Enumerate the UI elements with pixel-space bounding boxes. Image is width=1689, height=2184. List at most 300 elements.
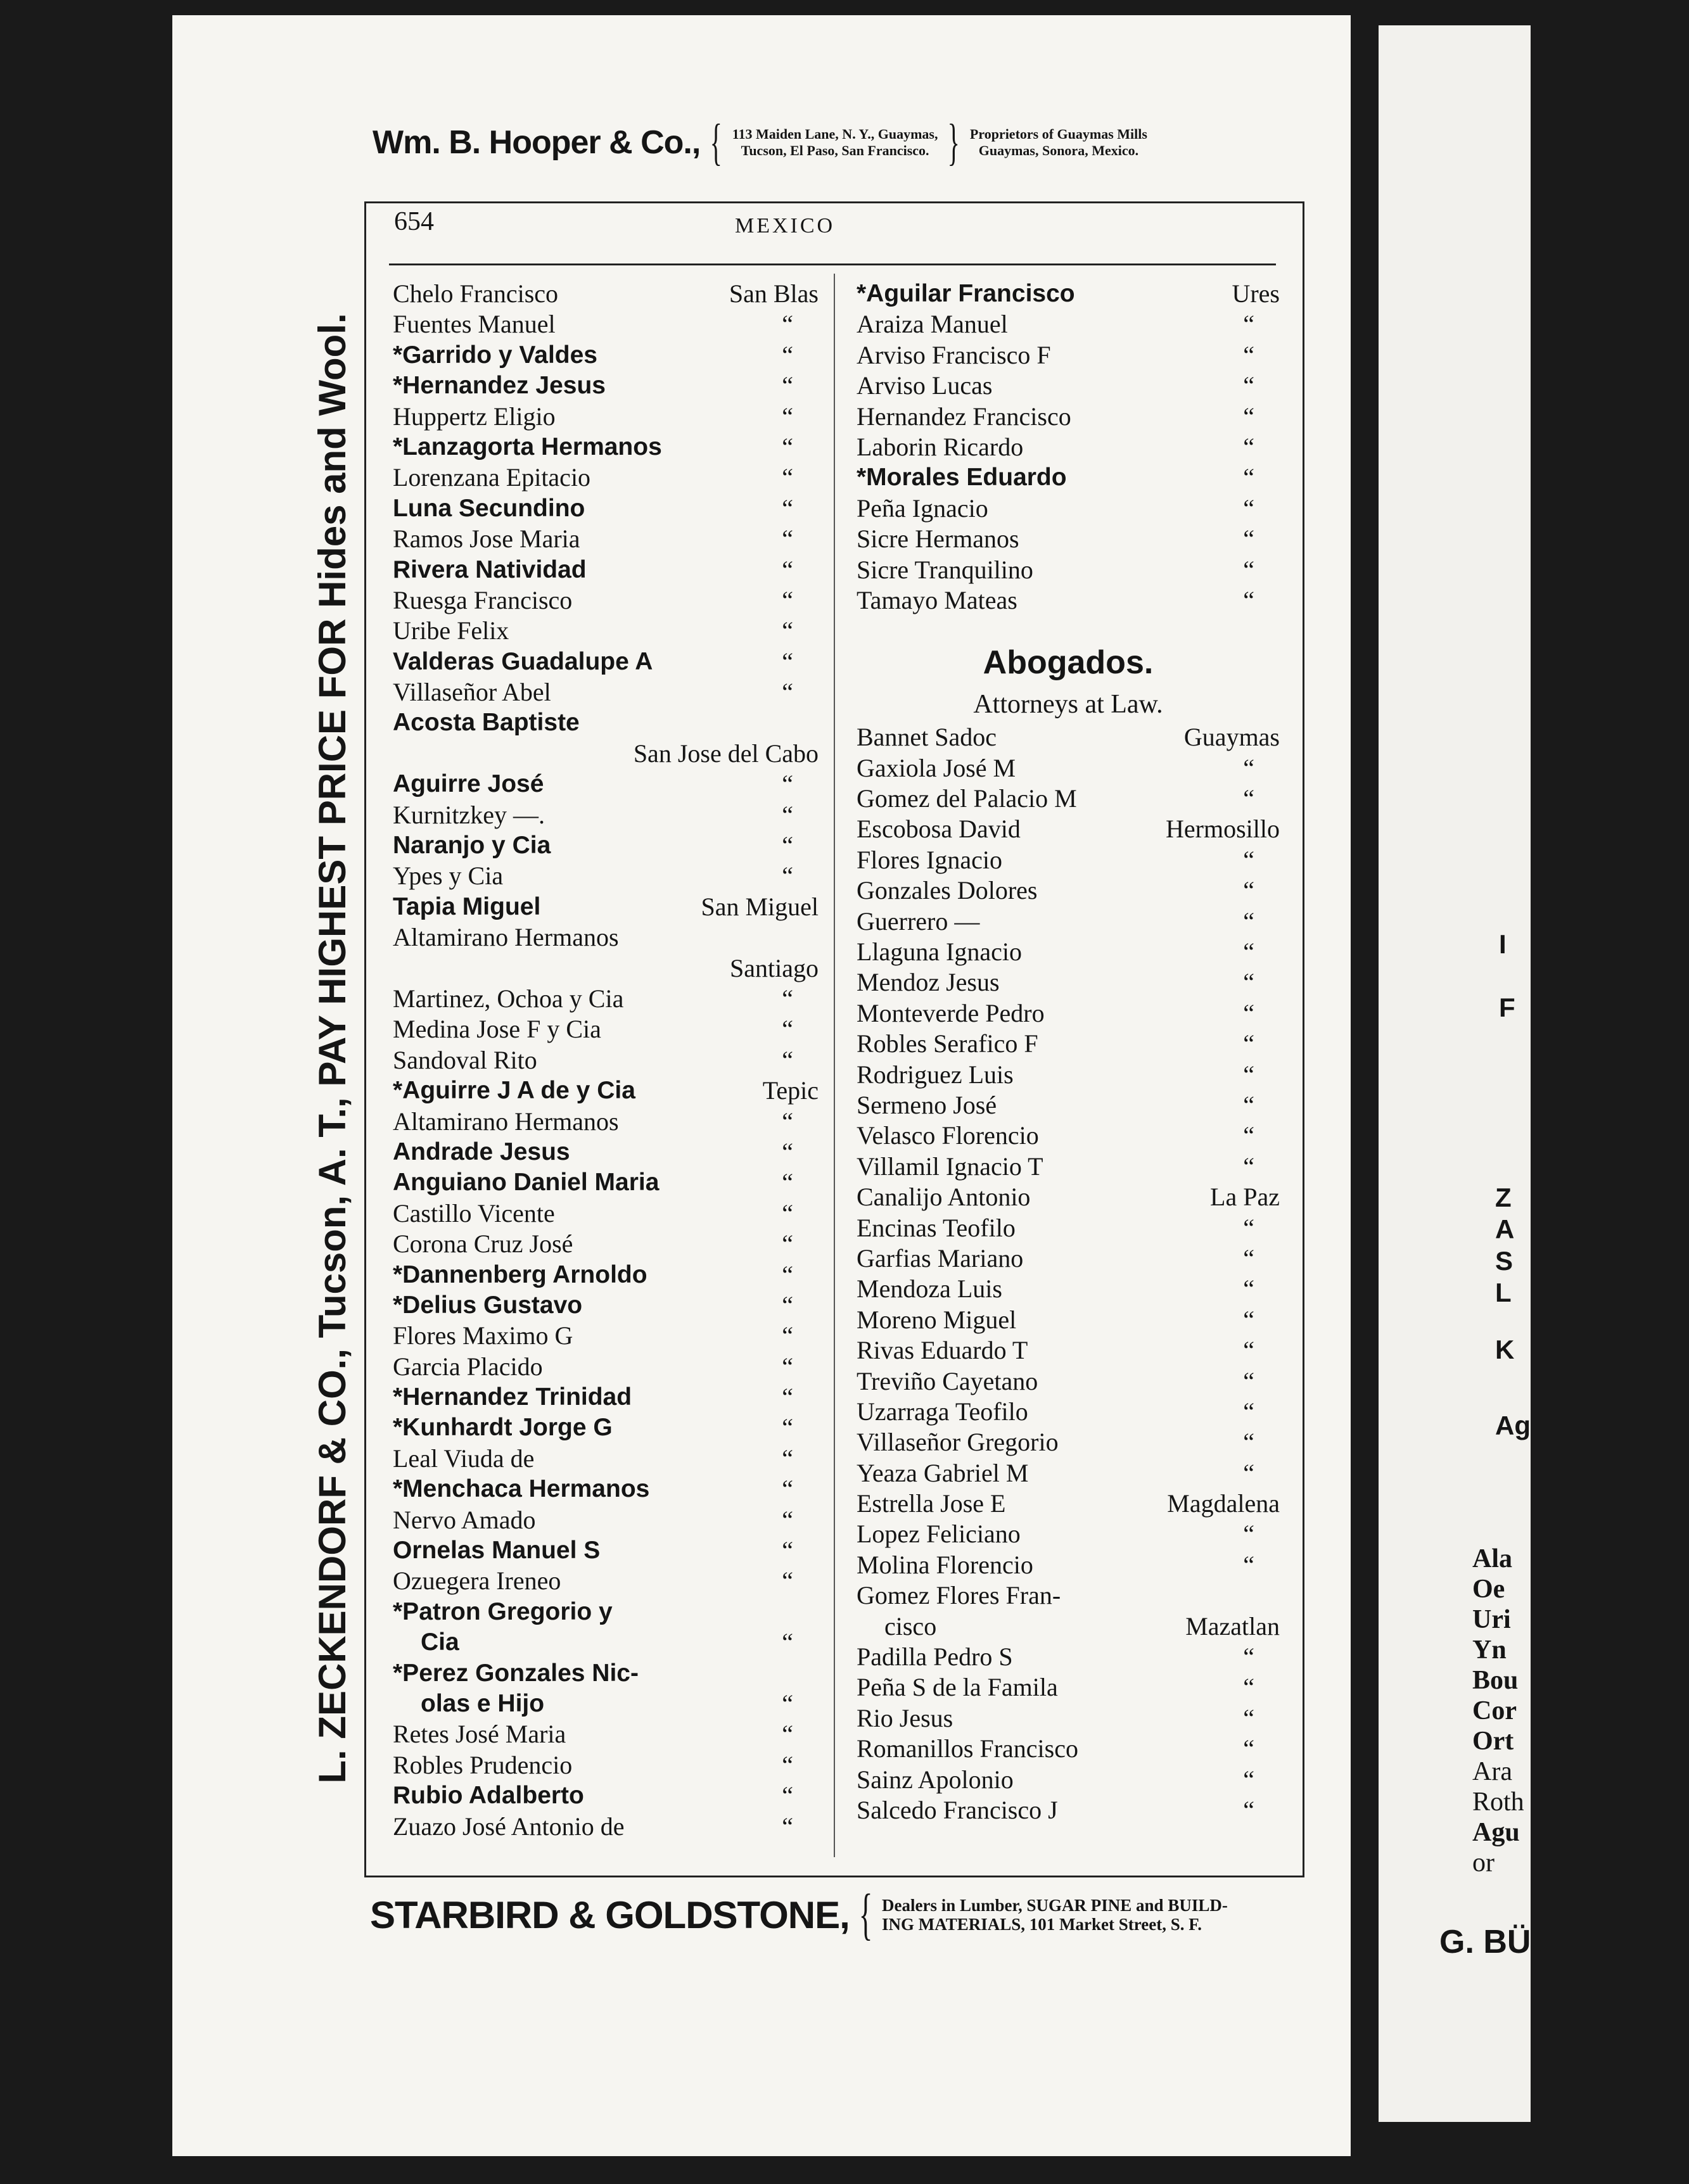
entry-name: Flores Maximo G [393,1321,573,1350]
directory-entry [857,845,1280,875]
entry-location: Santiago [730,953,819,982]
facing-page-fragment: A [1495,1214,1515,1244]
entry-location: “ [1243,1274,1254,1304]
entry-location: “ [782,1015,793,1044]
entry-name: Escobosa David [857,815,1021,844]
facing-page-fragment: Ort [1472,1727,1514,1756]
directory-entry [393,1566,819,1596]
directory-entry [857,1121,1280,1151]
entry-name: *Hernandez Trinidad [393,1383,632,1411]
entry-location: San Blas [729,279,819,308]
facing-page-fragment: Agu [1472,1818,1520,1847]
entry-location: “ [782,1321,793,1350]
entry-name: Canalijo Antonio [857,1183,1031,1212]
facing-page-fragment: F [1499,993,1515,1022]
facing-page-fragment: S [1495,1246,1514,1276]
entry-name: Huppertz Eligio [393,402,556,431]
directory-entry [857,1305,1280,1335]
facing-page-fragment: K [1495,1335,1515,1364]
directory-entry [857,309,1280,340]
entry-name: Rodriguez Luis [857,1060,1014,1089]
directory-entry [857,462,1280,493]
entry-name: Lorenzana Epitacio [393,463,591,492]
entry-name: Sandoval Rito [393,1045,537,1074]
entry-name: Zuazo José Antonio de [393,1812,625,1841]
entry-name: Ozuegera Ireneo [393,1566,561,1596]
entry-name: Martinez, Ochoa y Cia [393,984,624,1013]
entry-name: Garfias Mariano [857,1243,1024,1273]
directory-entry [393,1597,819,1627]
entry-location: “ [782,861,793,891]
entry-location: “ [782,555,793,584]
directory-entry [857,875,1280,906]
directory-entry [857,402,1280,432]
directory-entry [393,279,819,309]
entry-location: “ [1243,1458,1254,1487]
entry-name: Altamirano Hermanos [393,923,619,952]
entry-location: “ [1243,1734,1254,1763]
entry-name: Mendoz Jesus [857,968,1000,997]
entry-name: Peña S de la Famila [857,1673,1058,1702]
entry-location: “ [782,493,793,523]
directory-entry [857,814,1280,844]
directory-entry [393,371,819,401]
directory-entry [857,906,1280,937]
entry-location: “ [782,1812,793,1841]
entry-location: “ [1243,524,1254,554]
entry-location: “ [782,1566,793,1596]
entry-name: Lopez Feliciano [857,1520,1021,1549]
entry-location: Tepic [762,1076,819,1105]
entry-name: Treviño Cayetano [857,1366,1038,1395]
entry-location: “ [1243,1397,1254,1426]
entry-name: Robles Prudencio [393,1750,573,1779]
entry-location: Hermosillo [1166,815,1280,844]
directory-entry [857,1734,1280,1764]
entry-name: Cia [421,1628,459,1656]
facing-page-edge [1379,25,1531,2122]
entry-location: “ [782,770,793,799]
entry-name: Gomez Flores Fran- [857,1581,1061,1610]
entry-name: *Kunhardt Jorge G [393,1414,613,1442]
entry-location: “ [782,616,793,645]
entry-location: “ [1243,1090,1254,1119]
entry-location: “ [1243,1121,1254,1150]
directory-entry [857,1672,1280,1703]
directory-entry [393,1107,819,1137]
entry-name: *Garrido y Valdes [393,341,597,369]
entry-location: “ [782,1536,793,1565]
entry-location: “ [1243,1703,1254,1732]
entry-location: “ [782,1689,793,1718]
entry-location: San Jose del Cabo [633,739,819,768]
entry-name: Peña Ignacio [857,493,988,523]
directory-entry [857,1580,1280,1611]
directory-entry [393,340,819,371]
entry-name: Guerrero — [857,906,980,936]
entry-location: Mazatlan [1185,1611,1280,1641]
directory-entry [393,830,819,861]
bottom-ad-line: Dealers in Lumber, SUGAR PINE and BUILD- [882,1896,1228,1915]
entry-location: “ [782,678,793,707]
facing-page-fragment: Uri [1472,1605,1511,1634]
entry-name: Gonzales Dolores [857,876,1038,905]
directory-entry [393,1474,819,1504]
directory-entry [393,555,819,585]
entry-location: “ [782,1137,793,1166]
entry-name: Hernandez Francisco [857,402,1071,431]
entry-name: *Morales Eduardo [857,464,1067,492]
top-advertisement [373,114,1310,171]
bottom-ad-firm: STARBIRD & GOLDSTONE, [370,1893,850,1936]
entry-location: “ [1243,1673,1254,1702]
entry-name: *Aguilar Francisco [857,280,1075,307]
entry-location: “ [782,1260,793,1289]
entry-location: “ [1243,753,1254,782]
directory-entry [393,1505,819,1535]
entry-location: “ [1243,432,1254,461]
spacer [857,616,1280,638]
directory-entry [393,1352,819,1382]
entry-location: “ [1243,1213,1254,1242]
directory-entry [393,402,819,432]
entry-name: *Hernandez Jesus [393,372,606,400]
entry-name: Padilla Pedro S [857,1642,1013,1672]
entry-name: Sicre Tranquilino [857,555,1033,584]
directory-entry [393,524,819,554]
entry-name: Rivera Natividad [393,556,587,583]
entry-name: Acosta Baptiste [393,709,580,737]
directory-entry [393,493,819,524]
entry-name: Nervo Amado [393,1505,536,1534]
directory-entry [857,1213,1280,1243]
entry-name: Moreno Miguel [857,1305,1017,1334]
directory-entry [393,1689,819,1719]
entry-location: “ [1243,906,1254,936]
entry-name: *Menchaca Hermanos [393,1475,650,1503]
entry-location: “ [1243,1428,1254,1457]
entry-location: “ [782,1198,793,1228]
entry-location: “ [1243,1795,1254,1824]
entry-location: “ [1243,845,1254,874]
entry-location: “ [782,1383,793,1412]
directory-entry [393,1321,819,1351]
entry-location: “ [1243,1152,1254,1181]
bottom-ad-details [882,1896,1228,1934]
directory-entry [857,1397,1280,1427]
entry-name: Rubio Adalberto [393,1782,584,1810]
entry-location: “ [782,831,793,860]
facing-page-fragment: or [1472,1848,1495,1877]
entry-location: “ [782,1290,793,1319]
brace-glyph: { [858,1883,873,1946]
entry-location: “ [782,984,793,1013]
entry-location: La Paz [1210,1183,1280,1212]
directory-entry [393,708,819,738]
entry-name: Altamirano Hermanos [393,1107,619,1136]
entry-location: “ [1243,585,1254,614]
directory-entry [857,722,1280,752]
directory-entry [857,1642,1280,1672]
entry-name: Yeaza Gabriel M [857,1458,1029,1487]
entry-name: Sainz Apolonio [857,1765,1014,1794]
directory-entry [857,937,1280,967]
entry-location: “ [782,1045,793,1074]
directory-entry [857,279,1280,309]
entry-location: “ [1243,968,1254,997]
directory-entry [857,1550,1280,1580]
entry-name: Llaguna Ignacio [857,937,1022,967]
running-head: MEXICO [735,214,836,238]
entry-name: Tamayo Mateas [857,585,1017,614]
entry-name: Gomez del Palacio M [857,784,1077,813]
entry-location: “ [782,647,793,676]
directory-entry [393,861,819,891]
directory-entry [857,1182,1280,1212]
directory-entry [857,1765,1280,1795]
directory-entry [857,432,1280,462]
directory-entry [857,1060,1280,1090]
entry-location: “ [1243,1060,1254,1089]
entry-location: “ [782,340,793,369]
entry-location: “ [1243,1550,1254,1579]
directory-entry [857,585,1280,616]
directory-entry [393,1382,819,1413]
directory-entry [857,1029,1280,1059]
top-ad-proprietors [970,126,1147,159]
facing-page-fragment: I [1499,929,1507,959]
right-column [857,279,1280,1825]
entry-name: Anguiano Daniel Maria [393,1169,660,1197]
facing-page-fragment: Ara [1472,1757,1512,1786]
directory-entry [393,1781,819,1811]
entry-location: “ [782,1781,793,1810]
entry-location: “ [1243,876,1254,905]
directory-entry [857,1243,1280,1274]
entry-name: Rio Jesus [857,1703,953,1732]
entry-name: Encinas Teofilo [857,1213,1016,1242]
entry-name: Kurnitzkey —. [393,800,545,829]
directory-entry [393,984,819,1014]
directory-entry [393,1658,819,1689]
entry-location: “ [1243,1642,1254,1672]
entry-name: Romanillos Francisco [857,1734,1078,1763]
entry-location: “ [782,402,793,431]
entry-name: Monteverde Pedro [857,998,1045,1027]
entry-name: Villaseñor Gregorio [857,1428,1059,1457]
top-ad-address-line: Tucson, El Paso, San Francisco. [741,143,929,158]
directory-entry [393,1719,819,1749]
directory-entry [857,1489,1280,1519]
entry-location: “ [782,1107,793,1136]
directory-entry [393,616,819,646]
entry-location: “ [782,1413,793,1442]
entry-location: Guaymas [1183,723,1280,752]
entry-name: *Delius Gustavo [393,1291,583,1319]
entry-name: Flores Ignacio [857,845,1002,874]
directory-entry [857,1703,1280,1734]
entry-name: Velasco Florencio [857,1121,1039,1150]
facing-page-fragment: Z [1495,1183,1512,1212]
entry-location: “ [782,310,793,339]
entry-name: Gaxiola José M [857,753,1016,782]
directory-entry [393,1014,819,1044]
directory-entry [393,677,819,708]
directory-entry [857,784,1280,814]
top-ad-firm: Wm. B. Hooper & Co., [373,124,701,161]
entry-location: “ [1243,937,1254,967]
entry-name: Fuentes Manuel [393,310,556,339]
entry-location: “ [782,1475,793,1504]
entry-name: Bannet Sadoc [857,723,997,752]
top-ad-address [732,126,938,159]
entry-name: Arviso Francisco F [857,340,1051,369]
entry-name: Salcedo Francisco J [857,1795,1058,1824]
entry-location: San Miguel [701,892,819,921]
directory-entry [857,1090,1280,1121]
directory-entry [393,647,819,677]
left-column [393,279,819,1842]
directory-entry [393,1076,819,1106]
entry-name: olas e Hijo [421,1689,545,1717]
entry-location: “ [1243,1366,1254,1395]
entry-name: Castillo Vicente [393,1198,555,1228]
directory-entry [857,493,1280,524]
section-subheading: Attorneys at Law. [973,690,1163,720]
entry-name: Mendoza Luis [857,1274,1002,1304]
directory-entry [393,1413,819,1443]
entry-location: “ [1243,998,1254,1027]
entry-name: Retes José Maria [393,1720,566,1749]
entry-name: Araiza Manuel [857,310,1008,339]
entry-location: “ [782,524,793,554]
entry-name: *Perez Gonzales Nic- [393,1659,639,1687]
directory-entry [393,769,819,799]
directory-entry [393,462,819,493]
entry-name: Tapia Miguel [393,892,541,920]
entry-location: “ [1243,784,1254,813]
directory-entry [393,1535,819,1566]
entry-name: Sicre Hermanos [857,524,1019,554]
entry-name: Estrella Jose E [857,1489,1006,1518]
brace-glyph: { [710,115,723,170]
entry-location: “ [1243,402,1254,431]
top-ad-address-line: 113 Maiden Lane, N. Y., Guaymas, [732,126,938,142]
entry-location: “ [1243,1765,1254,1794]
entry-name: Chelo Francisco [393,279,559,308]
facing-page-fragment: Ag [1495,1411,1531,1440]
directory-entry [393,1444,819,1474]
entry-location: “ [1243,1029,1254,1058]
directory-entry [393,739,819,769]
section-heading: Abogados. [983,644,1154,682]
entry-name: Laborin Ricardo [857,432,1024,461]
directory-entry [393,309,819,340]
entry-location: “ [1243,310,1254,339]
entry-name: Garcia Placido [393,1352,543,1381]
directory-entry [857,340,1280,371]
entry-name: Naranjo y Cia [393,832,551,860]
entry-name: Andrade Jesus [393,1138,570,1165]
entry-name: Corona Cruz José [393,1229,573,1259]
entry-location: “ [782,432,793,461]
entry-location: “ [782,1168,793,1197]
entry-name: Uzarraga Teofilo [857,1397,1028,1426]
directory-entry [857,1274,1280,1304]
entry-name: Arviso Lucas [857,371,993,400]
right-column-entries-bottom [857,722,1280,1825]
directory-entry [857,753,1280,784]
directory-entry [393,1627,819,1658]
facing-page-fragment: L [1495,1278,1512,1307]
directory-entry [857,1366,1280,1397]
directory-entry [393,922,819,953]
facing-page-fragment: Cor [1472,1696,1517,1725]
entry-name: Sermeno José [857,1090,997,1119]
entry-location: “ [782,1444,793,1473]
directory-entry [393,432,819,462]
directory-entry [857,998,1280,1029]
entry-location: “ [782,1505,793,1534]
bottom-advertisement [370,1883,1308,1946]
directory-entry [393,1229,819,1259]
entry-name: Rivas Eduardo T [857,1336,1028,1365]
entry-name: *Patron Gregorio y [393,1597,613,1625]
directory-entry [393,585,819,616]
entry-location: “ [1243,463,1254,492]
entry-location: “ [1243,371,1254,400]
entry-location: “ [782,1628,793,1657]
entry-name: Villaseñor Abel [393,678,551,707]
directory-entry [857,1611,1280,1642]
directory-entry [393,1167,819,1198]
entry-location: Ures [1232,279,1280,308]
entry-location: “ [1243,1243,1254,1273]
entry-name: *Dannenberg Arnoldo [393,1260,647,1288]
bottom-ad-line: ING MATERIALS, 101 Market Street, S. F. [882,1915,1202,1934]
top-ad-proprietors-line: Guaymas, Sonora, Mexico. [978,143,1139,158]
entry-name: cisco [884,1611,937,1641]
entry-name: Medina Jose F y Cia [393,1015,601,1044]
directory-entry [857,1519,1280,1549]
entry-location: “ [782,1750,793,1779]
entry-name: Ruesga Francisco [393,585,573,614]
entry-name: *Lanzagorta Hermanos [393,433,662,460]
directory-entry [857,555,1280,585]
directory-entry [857,1427,1280,1457]
entry-name: Valderas Guadalupe A [393,647,653,675]
entry-name: *Aguirre J A de y Cia [393,1077,635,1105]
directory-entry [393,1260,819,1290]
directory-entry [393,892,819,922]
entry-name: Ornelas Manuel S [393,1537,601,1565]
entry-name: Villamil Ignacio T [857,1152,1043,1181]
facing-page-fragment: G. BÜ [1439,1924,1531,1960]
entry-location: “ [782,1352,793,1381]
side-advertisement: L. ZECKENDORF & CO., Tucson, A. T., PAY HIGHEST PRICE FOR Hides and Wool. [311,313,354,1784]
facing-page-fragment: Roth [1472,1787,1524,1817]
entry-location: “ [782,800,793,829]
brace-glyph: } [948,115,960,170]
facing-page-fragment: Oe [1472,1575,1505,1604]
entry-name: Robles Serafico F [857,1029,1038,1058]
directory-entry [857,1795,1280,1825]
directory-entry [393,1137,819,1167]
top-ad-proprietors-line: Proprietors of Guaymas Mills [969,126,1147,142]
entry-name: Ramos Jose Maria [393,524,580,554]
facing-page-fragment: Bou [1472,1666,1519,1695]
directory-entry [857,1335,1280,1366]
